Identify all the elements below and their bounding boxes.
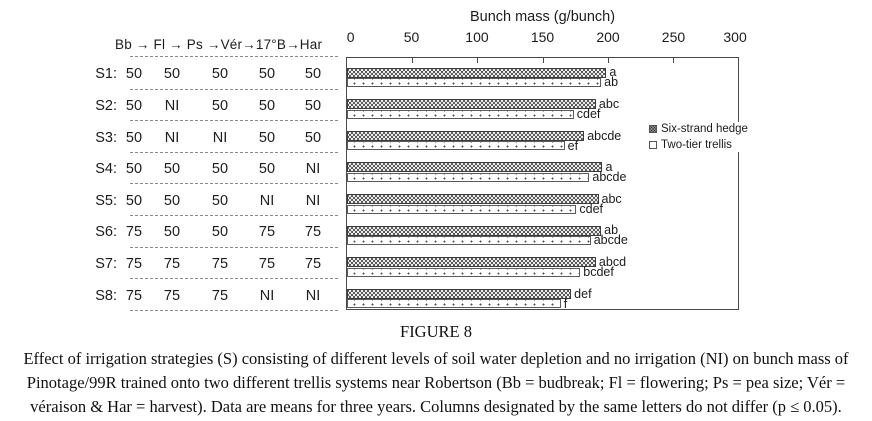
caption-text: Effect of irrigation strategies (S) consisting of different levels of soil water depletion and no irrigation (NI) on bunch mass of Pinotage/99R trained onto two different trellis systems near Robertson (Bb = budbreak; Fl = flowering; Ps = pea size; Vér = véraison & Har = harvest). Data are means for three years. Columns designated by the same letters do not differ (p ≤ 0.05). [23,349,849,416]
table-cell: 75 [125,255,143,272]
bar-six-strand-hedge [347,68,606,78]
table-row [88,57,338,89]
strategy-label: S7: [95,255,117,272]
table-cell: NI [259,192,275,209]
table-cell: 50 [258,66,276,83]
treatment-stages-header: Bb → Fl → Ps →Vér→17°B→Har [115,37,323,52]
treatment-table [88,57,338,310]
table-cell: 50 [125,66,143,83]
legend-entry-six-strand-hedge [649,123,748,135]
bar-group-s7 [347,248,738,280]
table-cell: NI [164,129,180,146]
x-tick-label: 200 [596,29,620,45]
table-cell: 75 [304,224,322,241]
bar-group-s5 [347,184,738,216]
table-cell: 50 [211,161,229,178]
bar-two-tier-trellis [347,173,589,182]
x-tick-label: 300 [723,29,747,45]
strategy-label: S6: [95,224,117,241]
table-row [88,247,338,279]
significance-letters: abc [598,96,620,111]
significance-letters: abcde [593,233,628,248]
bar-six-strand-hedge [347,162,602,172]
strategy-label: S2: [95,97,117,114]
axis-tick [673,58,674,63]
bar-two-tier-trellis [347,268,580,277]
strategy-label: S4: [95,161,117,178]
table-cell: 50 [163,161,181,178]
significance-letters: abcde [587,128,622,143]
table-cell: 75 [211,255,229,272]
bar-group-s2 [347,90,738,122]
table-cell: 50 [163,224,181,241]
table-row [88,278,338,310]
bar-six-strand-hedge [347,257,596,267]
significance-letters: ab [604,223,619,238]
significance-letters: a [605,160,613,175]
bar-six-strand-hedge [347,194,599,204]
table-row [88,215,338,247]
strategy-label: S5: [95,192,117,209]
bar-two-tier-trellis [347,205,576,214]
significance-letters: bcdef [583,265,614,280]
table-cell: 75 [258,255,276,272]
table-cell: 50 [258,97,276,114]
table-row [88,89,338,121]
bar-six-strand-hedge [347,99,596,109]
table-cell: 75 [211,287,229,304]
significance-letters: def [574,286,592,301]
significance-letters: a [609,65,617,80]
legend-label: Six-strand hedge [661,123,748,135]
plot-area [346,57,748,311]
table-cell: 50 [258,161,276,178]
bar-group-s8 [347,279,738,311]
table-cell: 50 [304,66,322,83]
legend [647,122,750,152]
table-cell: NI [164,97,180,114]
significance-letters: cdef [576,106,601,121]
axis-tick [477,58,478,63]
table-cell: 50 [304,97,322,114]
x-tick-label: 150 [530,29,555,45]
table-cell: 50 [211,66,229,83]
table-row [88,183,338,215]
table-cell: NI [305,161,321,178]
legend-swatch-trellis-icon [649,141,657,149]
bar-two-tier-trellis [347,141,565,150]
bar-two-tier-trellis [347,299,561,308]
strategy-label: S1: [95,66,117,83]
strategy-label: S8: [95,287,117,304]
legend-label: Two-tier trellis [661,139,732,151]
significance-letters: abcd [598,255,627,270]
axis-tick [412,58,413,63]
significance-letters: abc [601,191,622,206]
legend-entry-two-tier-trellis [649,139,748,151]
x-tick-label: 0 [346,29,355,45]
table-cell: NI [305,287,321,304]
table-cell: 75 [163,287,181,304]
x-axis-title: Bunch mass (g/bunch) [469,9,616,25]
table-cell: 50 [125,161,143,178]
table-cell: 50 [163,66,181,83]
bar-two-tier-trellis [347,110,574,119]
table-row [88,152,338,184]
strategy-label: S3: [95,129,117,146]
table-cell: 75 [258,224,276,241]
table-cell: 50 [211,97,229,114]
table-cell: NI [305,192,321,209]
table-cell: 75 [125,224,143,241]
bar-six-strand-hedge [347,131,584,141]
table-cell: NI [259,287,275,304]
table-cell: 50 [211,224,229,241]
x-tick-label: 50 [403,29,420,45]
table-cell: 50 [258,129,276,146]
legend-swatch-hedge-icon [649,125,657,133]
table-cell: 75 [163,255,181,272]
table-cell: 50 [304,129,322,146]
table-cell: 50 [163,192,181,209]
table-cell: 50 [211,192,229,209]
table-cell: 50 [125,129,143,146]
table-cell: 75 [125,287,143,304]
bar-six-strand-hedge [347,226,601,236]
table-cell: 50 [125,192,143,209]
significance-letters: ab [604,75,619,90]
significance-letters: ef [567,138,579,153]
figure-number: FIGURE 8 [400,322,472,341]
table-cell: NI [212,129,228,146]
axis-tick [608,58,609,63]
figure-caption [0,322,872,419]
x-axis-tick-labels [346,29,747,46]
table-cell: 75 [304,255,322,272]
bar-two-tier-trellis [347,236,591,245]
bar-six-strand-hedge [347,289,571,299]
table-row [88,120,338,152]
table-cell: 50 [125,97,143,114]
bar-group-s4 [347,153,738,185]
significance-letters: cdef [579,201,604,216]
x-tick-label: 100 [465,29,489,45]
bar-group-s6 [347,216,738,248]
bar-two-tier-trellis [347,78,601,87]
significance-letters: f [563,296,568,311]
significance-letters: abcde [592,170,627,185]
x-tick-label: 250 [661,29,686,45]
axis-tick [543,58,544,63]
